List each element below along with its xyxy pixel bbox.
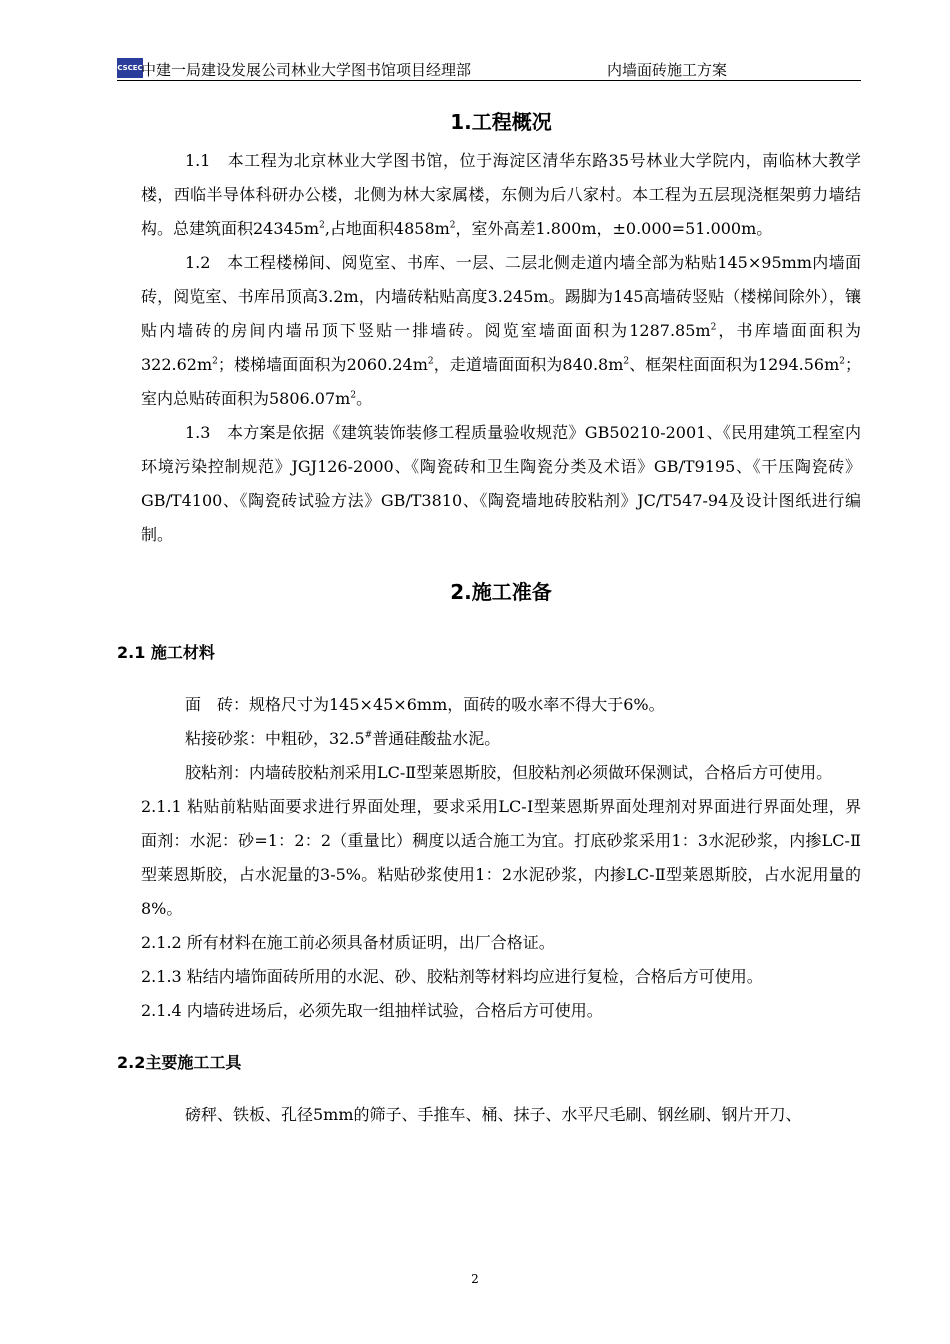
- tools-list: 磅秤、铁板、孔径5mm的筛子、手推车、桶、抹子、水平尺毛刷、钢丝刷、钢片开刀、: [185, 1105, 802, 1124]
- company-logo: [117, 58, 143, 78]
- item-2-1-4: 2.1.4 内墙砖进场后，必须先取一组抽样试验，合格后方可使用。: [141, 1001, 603, 1020]
- material-adhesive: 胶粘剂：内墙砖胶粘剂采用LC-Ⅱ型莱恩斯胶，但胶粘剂必须做环保测试，合格后方可使用。: [185, 763, 833, 782]
- paragraph-1-1: 1.1 本工程为北京林业大学图书馆，位于海淀区清华东路35号林业大学院内，南临林大教学楼，西临半导体科研办公楼，北侧为林大家属楼，东侧为后八家村。本工程为五层现浇框架剪力墙结构。总建筑面积$24345m^2$,占地面积$4858m^2$，室外高差1.800m，±0.000=51.000m。: [141, 151, 861, 238]
- section-title-preparation: 2.施工准备: [450, 580, 552, 604]
- page-number: 2: [471, 1272, 479, 1286]
- document-body: [117, 100, 861, 1132]
- paragraph-1-2: 1.2 本工程楼梯间、阅览室、书库、一层、二层北侧走道内墙全部为粘贴145×95mm内墙面砖，阅览室、书库吊顶高3.2m，内墙砖粘贴高度3.245m。踢脚为145高墙砖竖贴（楼梯间除外），镶贴内墙砖的房间内墙吊顶下竖贴一排墙砖。阅览室墙面面积为$1287.85m^2$，书库墙面面积为$322.62m^2$；楼梯墙面面积为$2060.24m^2$，走道墙面面积为$840.8m^2$、框架柱面面积为$1294.56m^2$；室内总贴砖面积为$5806.07m^2$。: [141, 253, 861, 408]
- material-mortar: 粘接砂浆：中粗砂，32.5#普通硅酸盐水泥。: [185, 729, 501, 748]
- item-2-1-3: 2.1.3 粘结内墙饰面砖所用的水泥、砂、胶粘剂等材料均应进行复检，合格后方可使用。: [141, 967, 763, 986]
- header-organization: 中建一局建设发展公司林业大学图书馆项目经理部: [141, 61, 472, 79]
- subsection-title-materials: 2.1 施工材料: [117, 643, 215, 662]
- material-tile: 面 砖：规格尺寸为145×45×6mm，面砖的吸水率不得大于6%。: [185, 695, 665, 714]
- item-2-1-1: 2.1.1 粘贴前粘贴面要求进行界面处理，要求采用LC-Ⅰ型莱恩斯界面处理剂对界面进行界面处理，界面剂：水泥：砂=1：2：2（重量比）稠度以适合施工为宜。打底砂浆采用1：3水泥砂浆，内掺LC-Ⅱ型莱恩斯胶，占水泥量的3-5%。粘贴砂浆使用1：2水泥砂浆，内掺LC-Ⅱ型莱恩斯胶，占水泥用量的8%。: [141, 797, 861, 918]
- header-document-title: 内墙面砖施工方案: [607, 61, 728, 79]
- item-2-1-2: 2.1.2 所有材料在施工前必须具备材质证明，出厂合格证。: [141, 933, 555, 952]
- subsection-title-tools: 2.2主要施工工具: [117, 1053, 242, 1072]
- paragraph-1-3: 1.3 本方案是依据《建筑装饰装修工程质量验收规范》GB50210-2001、《民用建筑工程室内环境污染控制规范》JGJ126-2000、《陶瓷砖和卫生陶瓷分类及术语》GB/T9195、《干压陶瓷砖》GB/T4100、《陶瓷砖试验方法》GB/T3810、《陶瓷墙地砖胶粘剂》JC/T547-94及设计图纸进行编制。: [141, 423, 861, 544]
- page-header: [117, 56, 861, 81]
- logo-text: CSCEC: [117, 64, 143, 72]
- section-title-overview: 1.工程概况: [450, 110, 552, 134]
